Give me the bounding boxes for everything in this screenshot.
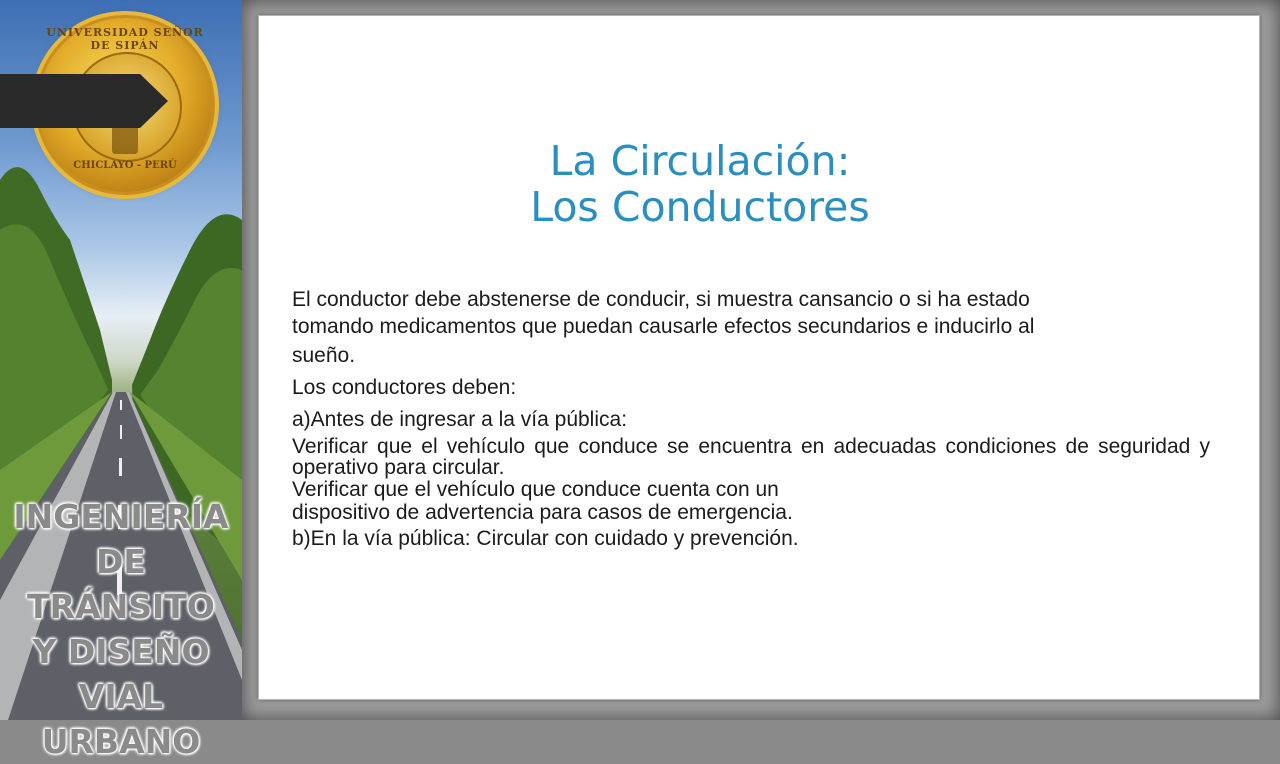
intro-line: sueño. xyxy=(292,344,356,367)
public-road-paragraph: b)En la vía pública: Circular con cuidado y prevención. xyxy=(292,527,799,550)
side-panel xyxy=(0,0,242,761)
course-title xyxy=(0,494,242,764)
seal-top-text: UNIVERSIDAD SEÑOR DE SIPÁN xyxy=(46,26,204,52)
intro-line: El conductor debe abstenerse de conducir, si muestra cansancio o si ha estado xyxy=(292,288,1030,311)
course-title-line: URBANO xyxy=(41,722,201,761)
lane-dash xyxy=(120,425,122,439)
course-title-line: Y DISEÑO xyxy=(32,632,210,671)
intro-paragraph xyxy=(292,286,1240,369)
course-title-line: VIAL xyxy=(78,677,164,716)
slide-title-line: Los Conductores xyxy=(530,183,870,231)
slide-body xyxy=(292,286,1240,552)
check-device-line: Verificar que el vehículo que conduce cuenta con un xyxy=(292,478,779,501)
arrow-banner-head xyxy=(140,74,168,128)
course-title-line: DE TRÁNSITO xyxy=(27,542,215,626)
intro-line: tomando medicamentos que puedan causarle efectos secundarios e inducirlo al xyxy=(292,315,1035,338)
arrow-banner xyxy=(0,74,140,128)
check-device-paragraph xyxy=(292,478,1240,524)
slide-title xyxy=(440,138,960,230)
lane-dash xyxy=(120,400,122,410)
before-heading: a)Antes de ingresar a la vía pública: xyxy=(292,408,628,431)
course-title-line: INGENIERÍA xyxy=(13,497,229,536)
check-conditions-paragraph: Verificar que el vehículo que conduce se encuentra en adecuadas condiciones de seguridad y operativo para circular. xyxy=(292,435,1210,479)
must-heading: Los conductores deben: xyxy=(292,376,517,399)
lane-dash xyxy=(119,458,122,476)
slide-title-line: La Circulación: xyxy=(549,137,851,185)
check-device-line: dispositivo de advertencia para casos de emergencia. xyxy=(292,501,793,524)
seal-bottom-text: CHICLAYO - PERÚ xyxy=(73,160,177,171)
